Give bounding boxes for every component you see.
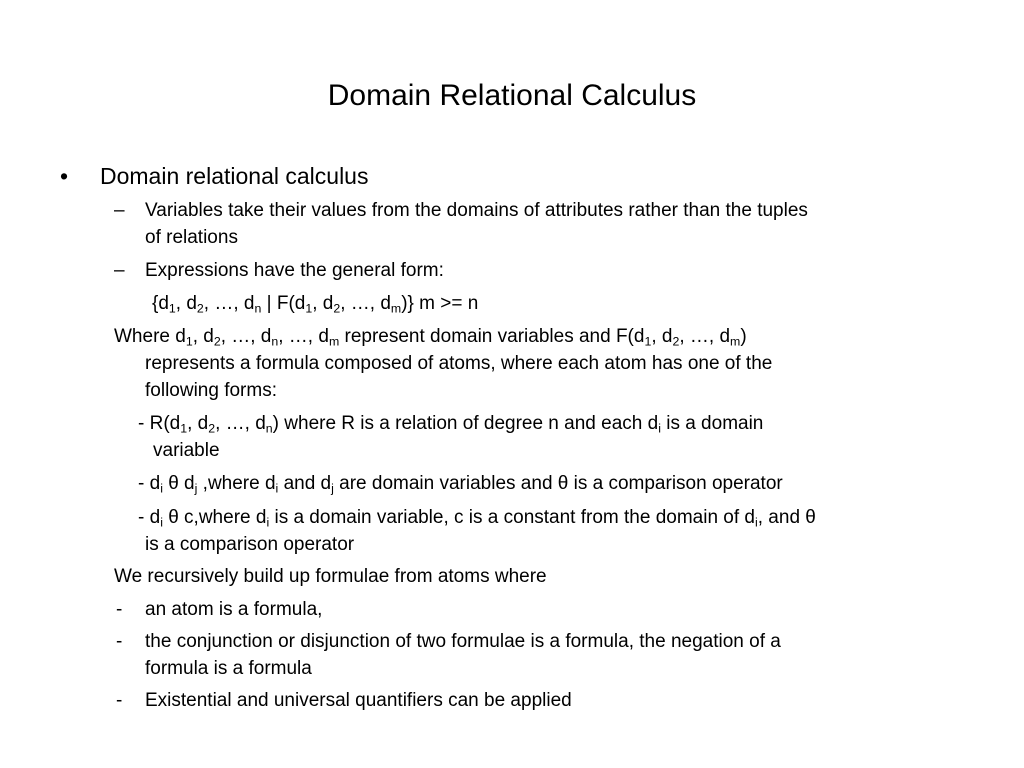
general-form-formula: {$d_1$, $d_2$, …, $d_n$ | $F(d_1$, $d_2$, …, $d_m$)} m >= n	[152, 293, 479, 316]
bullet-domain-relational-calculus: Domain relational calculus	[100, 163, 369, 189]
atom-form-comparison-const-line2: is a comparison operator	[145, 534, 355, 555]
rule-quantifiers: Existential and universal quantifiers can be applied	[145, 690, 572, 711]
slide-title: Domain Relational Calculus	[327, 79, 697, 112]
where-line2: represents a formula composed of atoms, where each atom has one of the	[145, 353, 773, 374]
atom-form-comparison-const-line1: - $d_i$ θ c,where $d_i$ is a domain variable, c is a constant from the domain of $d_i$, and θ	[138, 507, 816, 530]
recursive-build-text: We recursively build up formulae from atoms where	[114, 566, 547, 587]
atom-form-comparison-vars: - $d_i$ θ $d_j$ ,where $d_i$ and $d_j$ are domain variables and θ is a comparison operator	[138, 473, 783, 496]
dash-marker: –	[114, 260, 125, 281]
hyphen-marker: -	[116, 599, 123, 620]
where-line3: following forms:	[145, 380, 277, 401]
dash-marker: –	[114, 200, 125, 221]
atom-form-relation-line2: variable	[153, 440, 220, 461]
bullet-marker: •	[60, 163, 69, 189]
atom-form-relation-line1: - $R(d_1$, $d_2$, …, $d_n$) where R is a relation of degree n and each $d_i$ is a domain	[138, 413, 764, 436]
rule-conjunction-line2: formula is a formula	[145, 658, 312, 679]
sub-bullet-expressions: Expressions have the general form:	[145, 260, 444, 281]
rule-atom-is-formula: an atom is a formula,	[145, 599, 323, 620]
sub-bullet-variables-line2: of relations	[145, 227, 238, 248]
sub-bullet-variables-line1: Variables take their values from the domains of attributes rather than the tuples	[145, 200, 808, 221]
hyphen-marker: -	[116, 690, 123, 711]
rule-conjunction-line1: the conjunction or disjunction of two formulae is a formula, the negation of a	[145, 631, 781, 652]
where-line1: Where $d_1$, $d_2$, …, $d_n$, …, $d_m$ represent domain variables and $F(d_1$, $d_2$, …, $d_m$)	[114, 326, 747, 349]
hyphen-marker: -	[116, 631, 123, 652]
